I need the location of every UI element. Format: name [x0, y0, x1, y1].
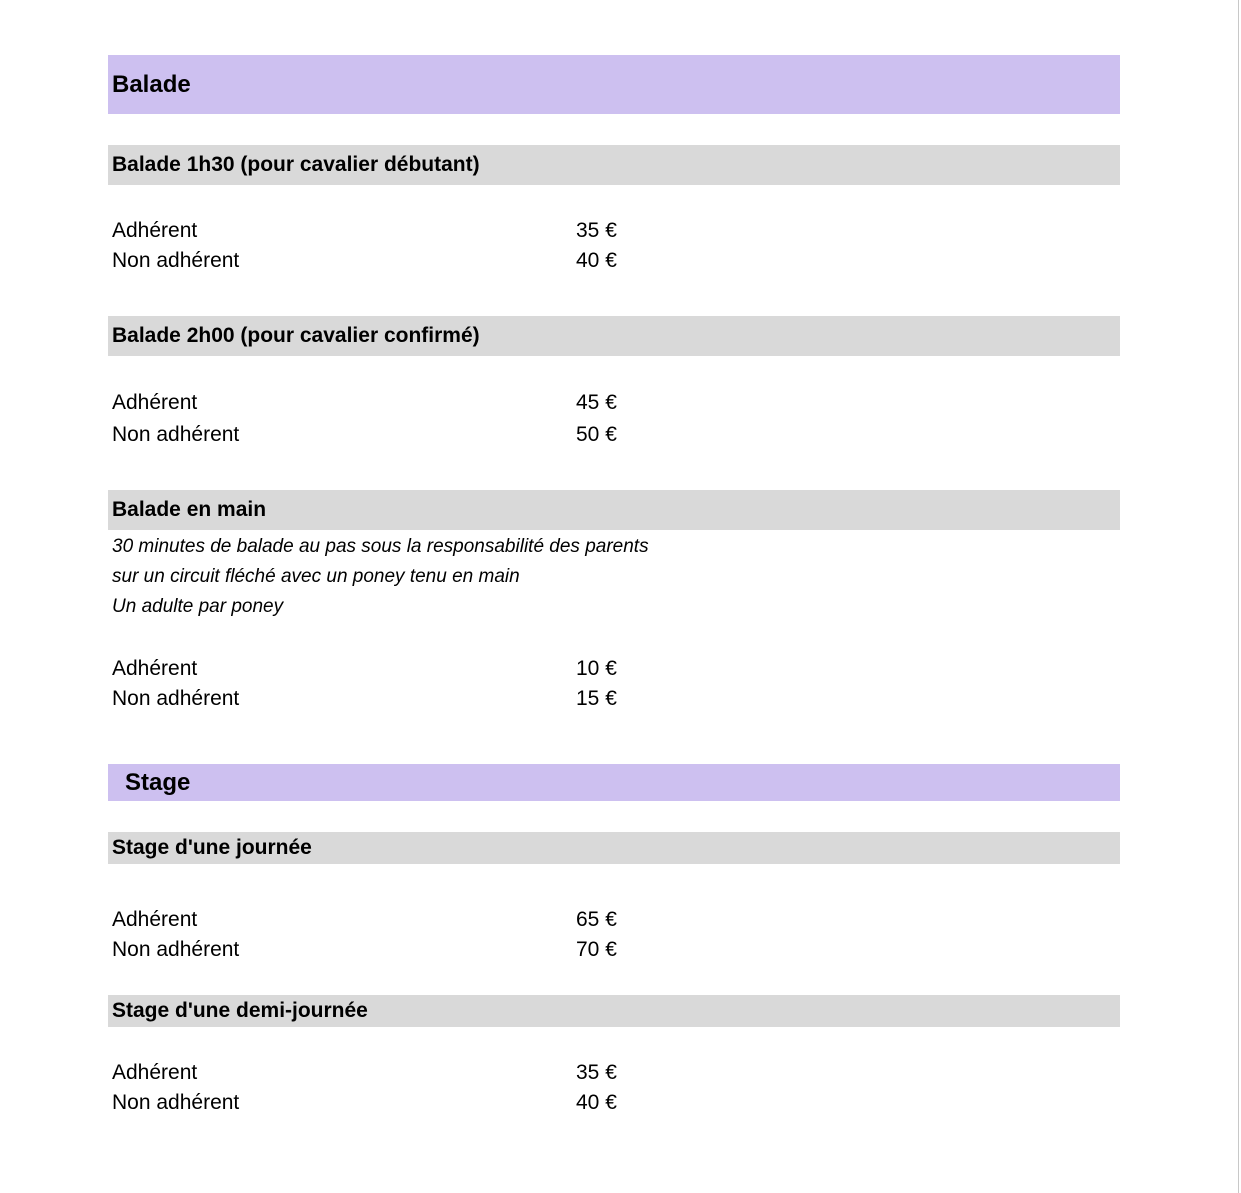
subsection-header-balade-1h30: Balade 1h30 (pour cavalier débutant) [108, 145, 1120, 185]
price-label: Non adhérent [112, 687, 240, 710]
price-value: 35 € [576, 219, 617, 242]
page-edge-line [1238, 0, 1239, 1193]
price-label: Non adhérent [112, 938, 240, 961]
price-value: 65 € [576, 908, 617, 931]
price-value: 50 € [576, 423, 617, 446]
description-line: Un adulte par poney [112, 596, 284, 617]
description-line: sur un circuit fléché avec un poney tenu en main [112, 566, 520, 587]
price-label: Adhérent [112, 657, 198, 680]
description-line: 30 minutes de balade au pas sous la responsabilité des parents [112, 536, 649, 557]
subsection-header-balade-en-main: Balade en main [108, 490, 1120, 530]
price-value: 40 € [576, 1091, 617, 1114]
price-value: 45 € [576, 391, 617, 414]
price-value: 70 € [576, 938, 617, 961]
section-header-stage: Stage [108, 764, 1120, 801]
section-header-balade: Balade [108, 55, 1120, 114]
price-label: Non adhérent [112, 1091, 240, 1114]
price-value: 40 € [576, 249, 617, 272]
price-label: Non adhérent [112, 423, 240, 446]
subsection-header-stage-demi-journee: Stage d'une demi-journée [108, 995, 1120, 1027]
price-value: 35 € [576, 1061, 617, 1084]
price-value: 15 € [576, 687, 617, 710]
subsection-header-stage-journee: Stage d'une journée [108, 832, 1120, 864]
price-label: Adhérent [112, 391, 198, 414]
price-value: 10 € [576, 657, 617, 680]
price-label: Non adhérent [112, 249, 240, 272]
price-label: Adhérent [112, 1061, 198, 1084]
price-label: Adhérent [112, 908, 198, 931]
price-label: Adhérent [112, 219, 198, 242]
subsection-header-balade-2h00: Balade 2h00 (pour cavalier confirmé) [108, 316, 1120, 356]
